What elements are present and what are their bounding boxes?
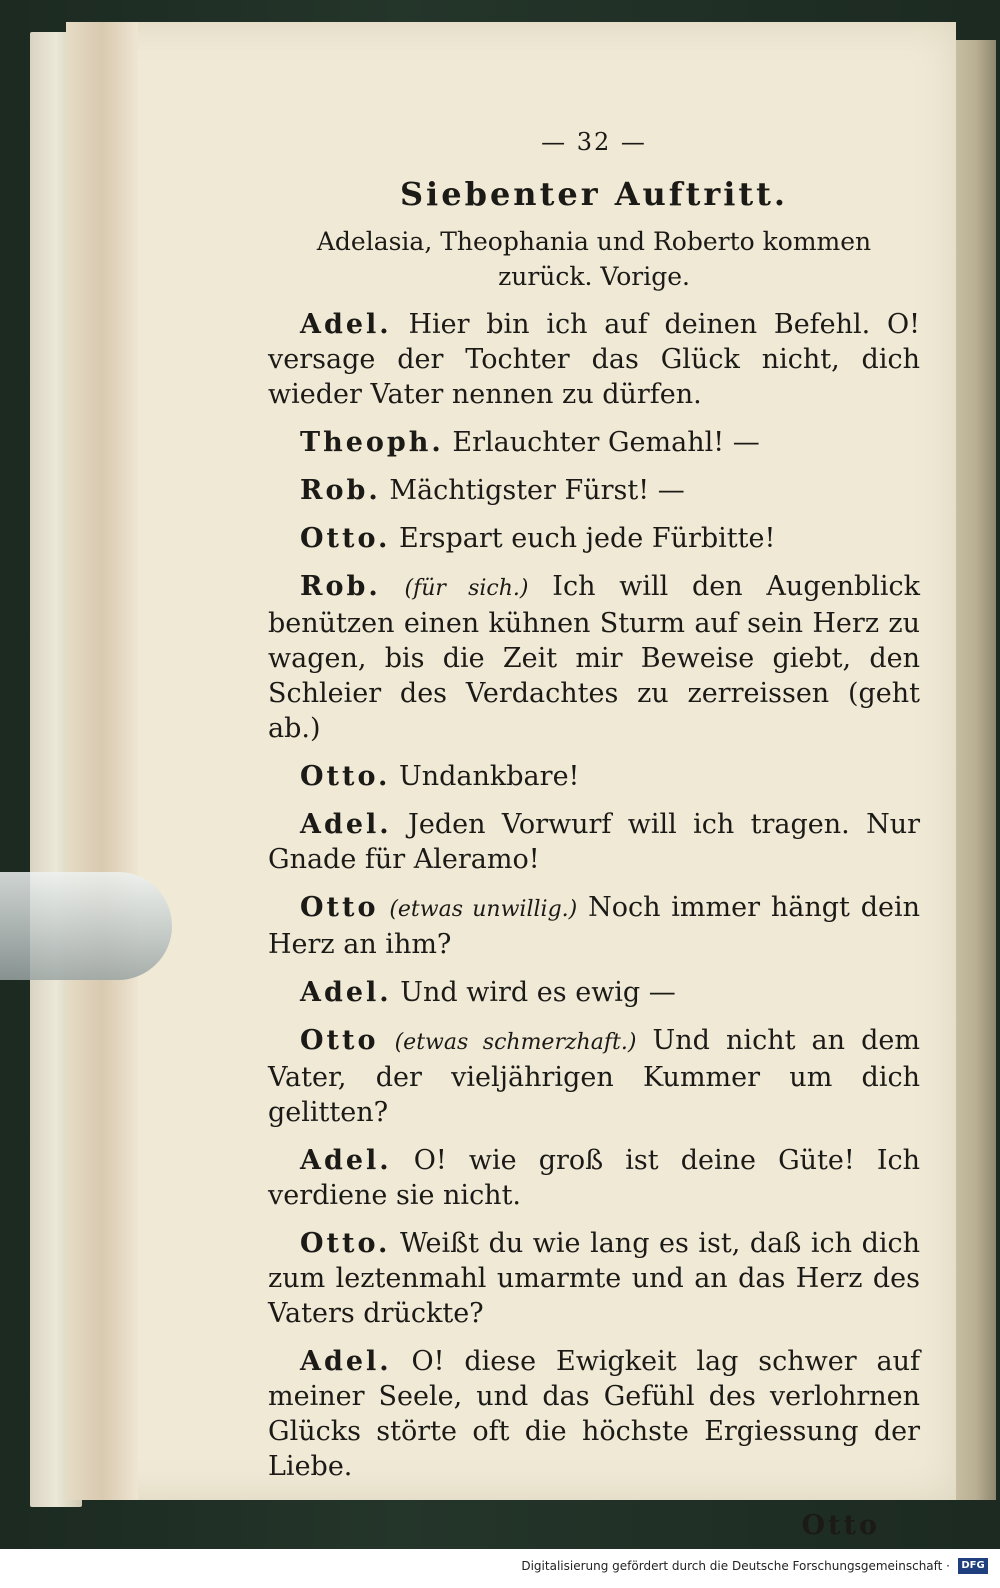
dialogue-line bbox=[268, 1344, 920, 1484]
dialogue-line bbox=[268, 1023, 920, 1130]
dialogue-text: Jeden Vorwurf will ich tragen. Nur Gnade für Aleramo! bbox=[268, 809, 920, 875]
dialogue-line bbox=[268, 890, 920, 962]
speaker-name: Rob. bbox=[300, 475, 381, 506]
footer-credit: Digitalisierung gefördert durch die Deutsche Forschungsgemeinschaft · bbox=[521, 1559, 950, 1573]
scene-heading: Siebenter Auftritt. bbox=[399, 175, 789, 213]
page-text bbox=[268, 125, 920, 1543]
dialogue-text: O! wie groß ist deine Güte! Ich verdiene sie nicht. bbox=[268, 1145, 920, 1211]
page-holder-clip bbox=[0, 872, 172, 980]
dialogue-line bbox=[268, 473, 920, 508]
speaker-name: Otto bbox=[300, 892, 379, 923]
page-gutter bbox=[66, 22, 138, 1500]
speaker-name: Adel. bbox=[300, 309, 392, 340]
speaker-name: Rob. bbox=[300, 571, 381, 602]
speaker-name: Otto bbox=[300, 1025, 379, 1056]
speaker-name: Otto. bbox=[300, 1228, 391, 1259]
dialogue-line bbox=[268, 807, 920, 877]
speaker-name: Otto. bbox=[300, 761, 391, 792]
dialogue-text: Ich will den Augenblick benützen einen kühnen Sturm auf sein Herz zu wagen, bis die Zeit mir Beweise giebt, den Schleier des Verdachtes zu zerreissen (geht ab.) bbox=[268, 571, 921, 744]
dialogue-text: Weißt du wie lang es ist, daß ich dich zum leztenmahl umarmte und an das Herz des Vaters drückte? bbox=[268, 1228, 920, 1329]
dialogue-line bbox=[268, 1143, 920, 1213]
dialogue-line bbox=[268, 307, 920, 412]
dialogue-line bbox=[268, 975, 920, 1010]
dialogue-line bbox=[268, 425, 920, 460]
speaker-name: Adel. bbox=[300, 809, 392, 840]
dialogue-text: Mächtigster Fürst! — bbox=[389, 475, 685, 506]
dialogue-line bbox=[268, 569, 920, 746]
speaker-name: Adel. bbox=[300, 977, 392, 1008]
catchword: Otto bbox=[801, 1510, 880, 1541]
speaker-name: Adel. bbox=[300, 1145, 392, 1176]
page-number: — 32 — bbox=[541, 128, 647, 156]
speaker-name: Otto. bbox=[300, 523, 391, 554]
speaker-direction: (für sich.) bbox=[404, 576, 529, 601]
stage-direction: Adelasia, Theophania und Roberto kommen zurück. Vorige. bbox=[316, 227, 872, 291]
dialogue-text: Undankbare! bbox=[399, 761, 580, 792]
dialogue-line bbox=[268, 1226, 920, 1331]
speaker-direction: (etwas schmerzhaft.) bbox=[394, 1030, 637, 1055]
dialogue-text: Erlauchter Gemahl! — bbox=[452, 427, 760, 458]
dialogue-text: Noch immer hängt dein Herz an ihm? bbox=[268, 892, 920, 960]
digitization-footer bbox=[0, 1549, 1000, 1588]
dialogue-text: O! diese Ewigkeit lag schwer auf meiner Seele, und das Gefühl des verlohrnen Glücks störte oft die höchste Ergiessung der Liebe. bbox=[268, 1346, 920, 1482]
speaker-name: Theoph. bbox=[300, 427, 444, 458]
dialogue-text: Und nicht an dem Vater, der vieljährigen Kummer um dich gelitten? bbox=[268, 1025, 920, 1128]
dfg-logo: DFG bbox=[958, 1558, 988, 1574]
dialogue-text: Hier bin ich auf deinen Befehl. O! versage der Tochter das Glück nicht, dich wieder Vater nennen zu dürfen. bbox=[268, 309, 920, 410]
dialogue-text: Erspart euch jede Fürbitte! bbox=[399, 523, 776, 554]
speaker-name: Adel. bbox=[300, 1346, 392, 1377]
dialogue-text: Und wird es ewig — bbox=[400, 977, 676, 1008]
dialogue-line bbox=[268, 759, 920, 794]
speaker-direction: (etwas unwillig.) bbox=[389, 897, 578, 922]
dialogue-line bbox=[268, 521, 920, 556]
